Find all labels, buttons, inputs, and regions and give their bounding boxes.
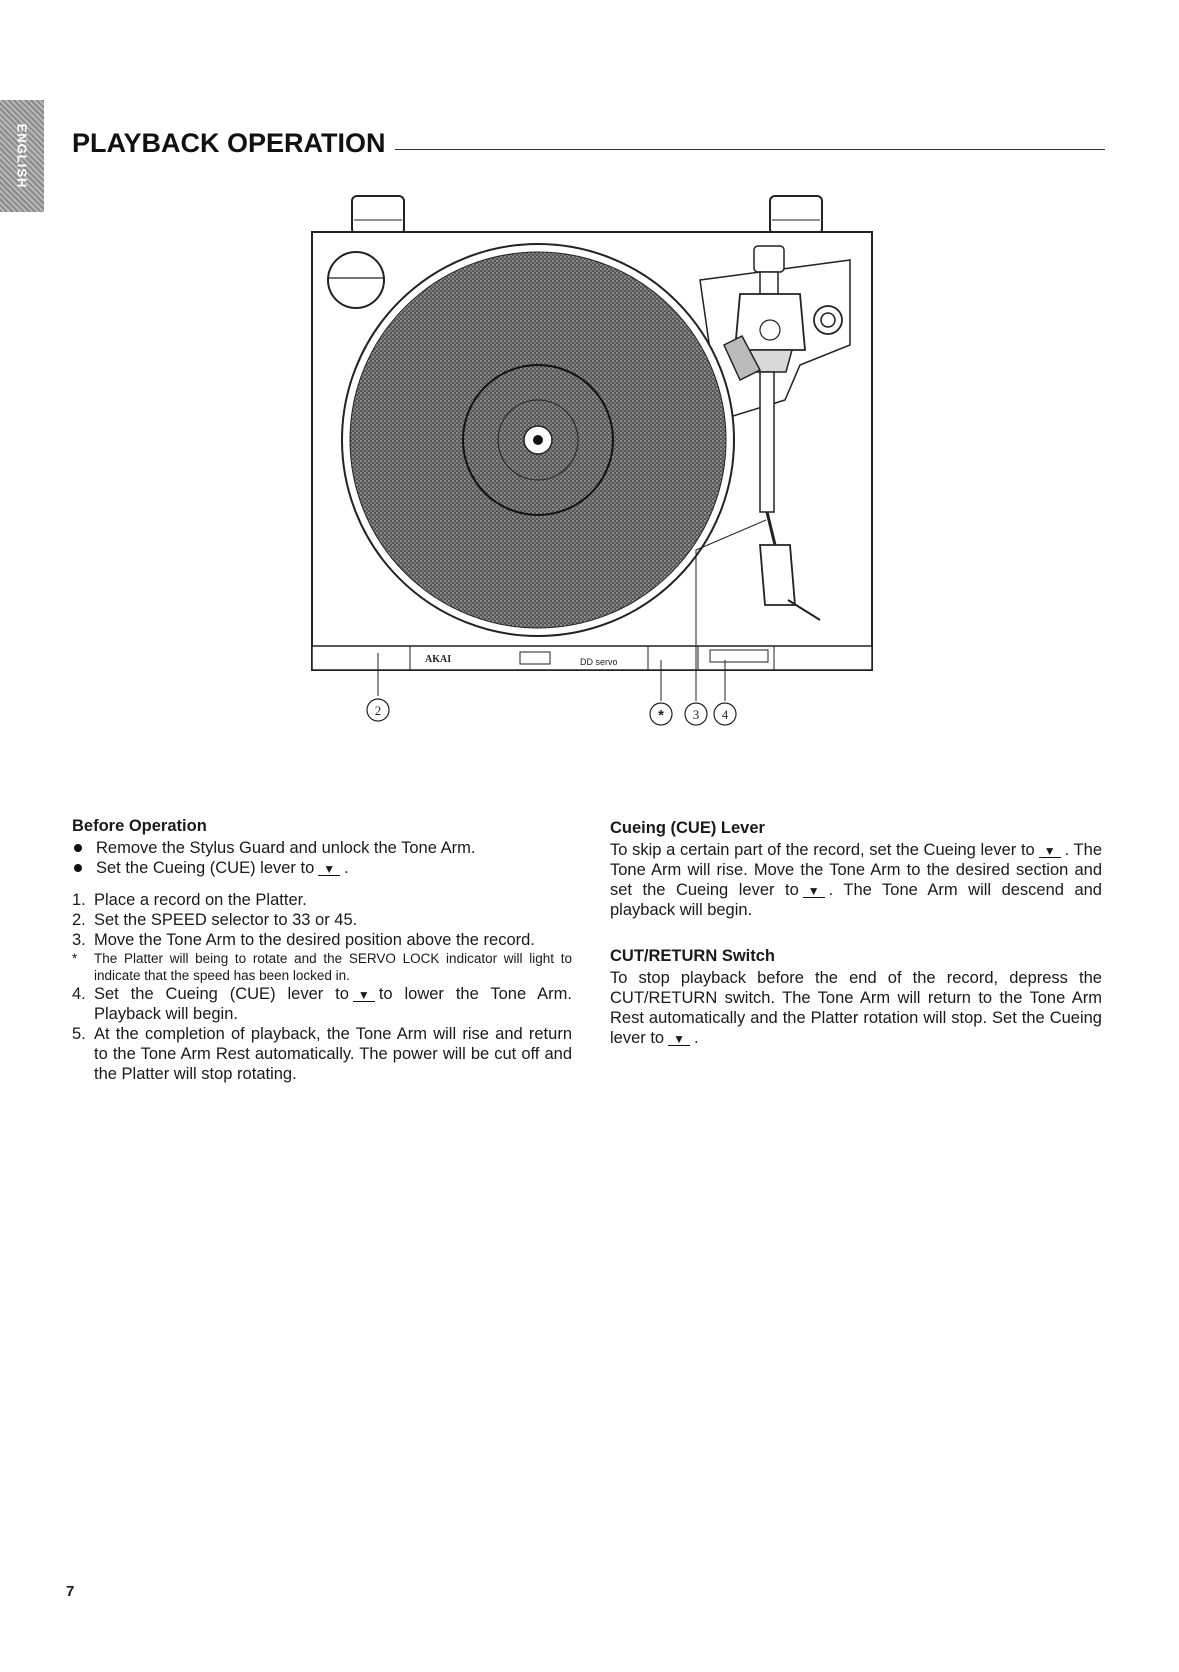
cue-down-symbol <box>318 862 340 876</box>
callout-star-label: * <box>658 707 664 724</box>
step-item <box>72 930 572 950</box>
step-note <box>72 950 572 984</box>
bullet-text: Remove the Stylus Guard and unlock the Tone Arm. <box>96 839 476 857</box>
arm-rest <box>814 306 842 334</box>
step-number: 1. <box>72 891 86 909</box>
page-number: 7 <box>66 1583 75 1600</box>
cut-return-text-part: To stop playback before the end of the record, depress the CUT/RETURN switch. The Tone Arm will return to the Tone Arm Rest automatically and the Platter rotation will stop. Set the Cueing lever to <box>610 969 1102 1047</box>
turntable-illustration <box>0 0 1179 760</box>
step-number: 4. <box>72 985 86 1003</box>
callout-2 <box>367 699 389 721</box>
section-spacer <box>610 920 1102 946</box>
step-text-part: to lower the Tone Arm. Playback will begin. <box>94 985 572 1023</box>
bullet-item <box>72 838 572 858</box>
page-title: PLAYBACK OPERATION <box>72 128 386 158</box>
cue-down-icon: ▼ <box>1043 844 1056 858</box>
playback-steps <box>72 890 572 1084</box>
controls-section <box>610 818 1102 1048</box>
callout-4 <box>714 703 736 725</box>
cue-down-icon: ▼ <box>673 1032 685 1046</box>
step-text: Place a record on the Platter. <box>94 891 307 909</box>
cue-down-icon: ▼ <box>807 884 820 898</box>
cut-return-text-part: . <box>694 1029 699 1047</box>
cut-return-heading: CUT/RETURN Switch <box>610 947 775 965</box>
panel-label: DD servo <box>580 657 618 667</box>
step-text-part: Set the Cueing (CUE) lever to <box>94 985 349 1003</box>
note-marker: * <box>72 951 78 966</box>
step-text: Move the Tone Arm to the desired position above the record. <box>94 931 535 949</box>
language-tab-label: ENGLISH <box>14 123 30 189</box>
step-text <box>94 984 572 1024</box>
step-number: 2. <box>72 911 86 929</box>
callout-3 <box>685 703 707 725</box>
step-item <box>72 890 572 910</box>
callout-4-label: 4 <box>721 707 729 722</box>
hinge-left <box>352 196 404 234</box>
cue-down-symbol <box>668 1032 690 1046</box>
cueing-text-part: . The Tone Arm will descend and playback will begin. <box>610 881 1102 919</box>
step-number: 3. <box>72 931 86 949</box>
preparation-bullets <box>72 838 572 878</box>
adapter-holder <box>328 252 384 308</box>
step-text: At the completion of playback, the Tone Arm will rise and return to the Tone Arm Rest automatically. The power will be cut off and the Platter will stop rotating. <box>94 1025 572 1083</box>
note-text: The Platter will being to rotate and the SERVO LOCK indicator will light to indicate that the speed has been locked in. <box>94 951 572 983</box>
step-text: Set the SPEED selector to 33 or 45. <box>94 911 358 929</box>
cueing-lever-text <box>610 840 1102 920</box>
hinge-right <box>770 196 822 234</box>
brand-label: AKAI <box>425 654 452 665</box>
cue-down-symbol <box>1039 844 1061 858</box>
callout-star <box>650 703 672 725</box>
step-item <box>72 984 572 1024</box>
cue-down-icon: ▼ <box>357 988 370 1002</box>
platter <box>342 244 734 636</box>
cut-return-text <box>610 968 1102 1048</box>
step-item <box>72 1024 572 1084</box>
cueing-lever-heading: Cueing (CUE) Lever <box>610 819 765 837</box>
bullet-text: Set the Cueing (CUE) lever to <box>96 859 315 877</box>
before-operation-heading: Before Operation <box>72 817 207 835</box>
step-item <box>72 910 572 930</box>
bullet-item: Set the Cueing (CUE) lever to ▼ . <box>72 858 572 878</box>
callout-2-label: 2 <box>374 703 382 718</box>
cue-down-icon: ▼ <box>323 862 336 876</box>
cueing-text-part: . The Tone Arm will rise. Move the Tone Arm to the desired section and set the Cueing lever to <box>610 841 1102 899</box>
cue-down-symbol <box>803 884 825 898</box>
cueing-text-part: To skip a certain part of the record, set the Cueing lever to <box>610 841 1035 859</box>
step-number: 5. <box>72 1025 86 1043</box>
callout-3-label: 3 <box>692 707 700 722</box>
cue-down-symbol <box>353 988 375 1002</box>
before-operation-section <box>72 816 572 1084</box>
